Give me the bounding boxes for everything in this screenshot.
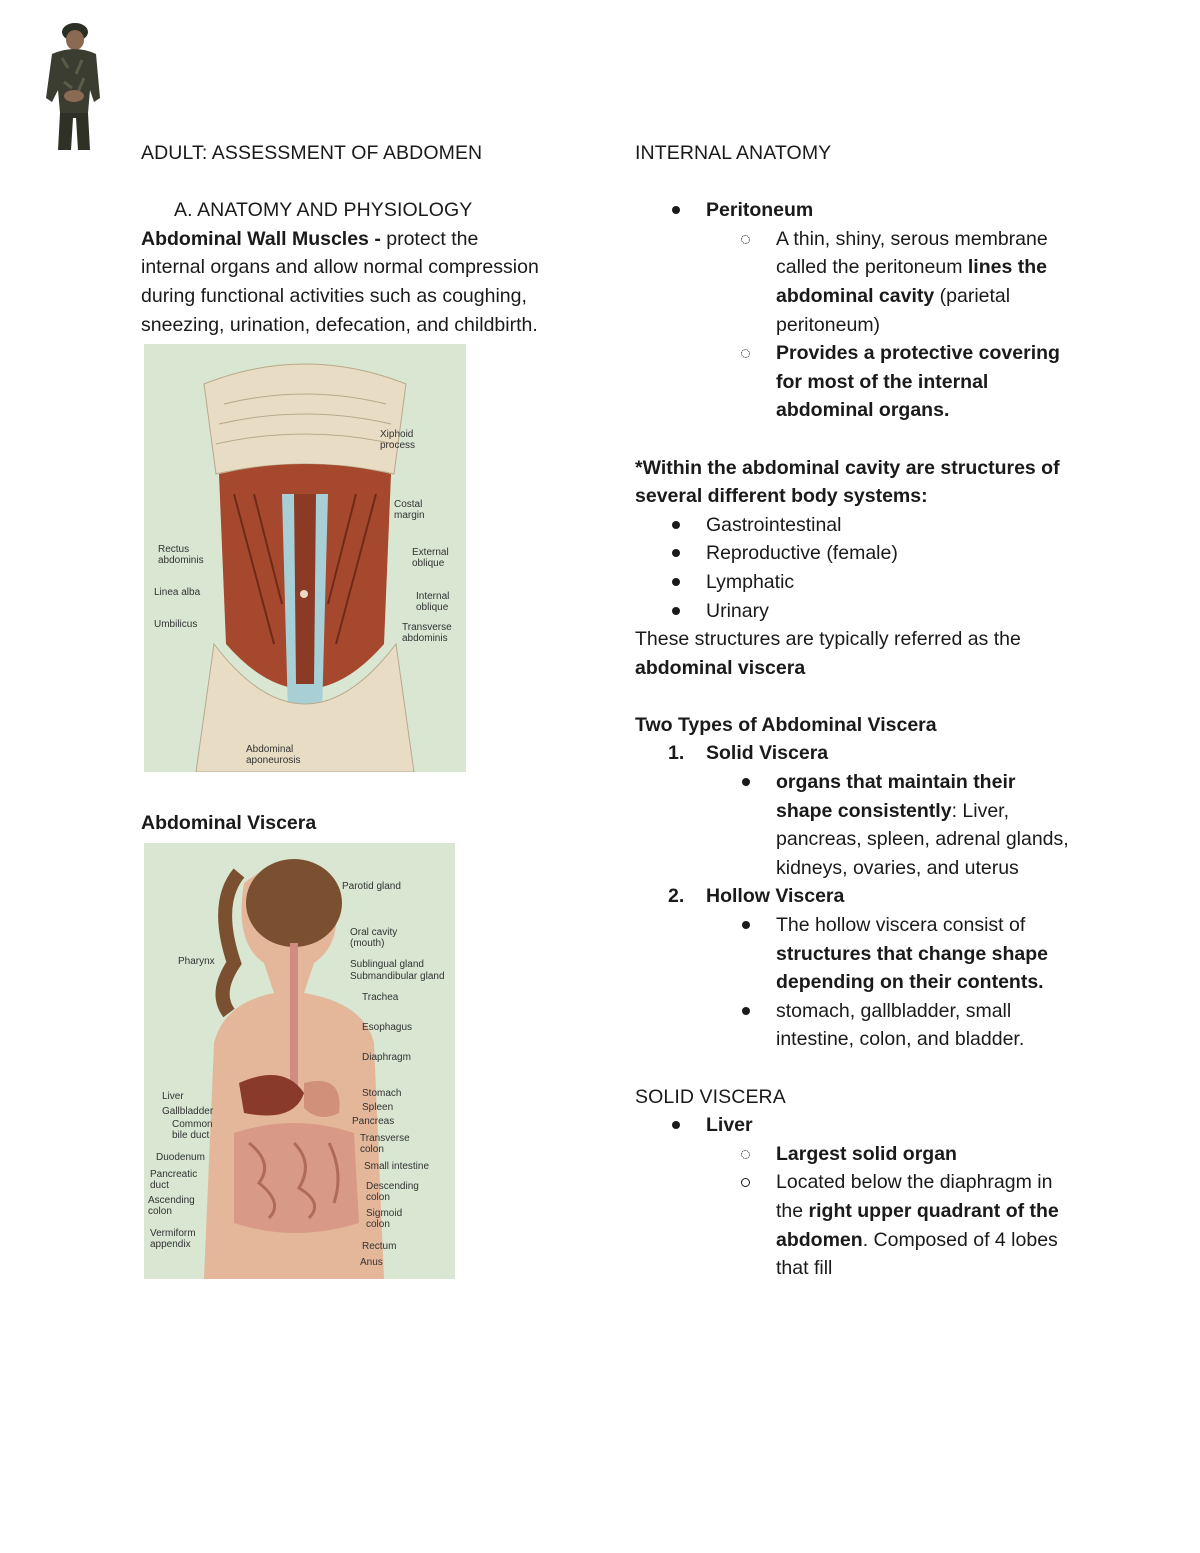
list-item: Gastrointestinal bbox=[635, 511, 1075, 540]
section-heading: A. ANATOMY AND PHYSIOLOGY bbox=[174, 199, 473, 222]
figure-label: Transverse abdominis bbox=[402, 622, 452, 645]
list-item: Located below the diaphragm in the right upper quadrant of the abdomen. Composed of 4 lobes that fill bbox=[635, 1168, 1075, 1282]
figure-label: Pancreatic duct bbox=[150, 1168, 198, 1191]
figure-label: Ascending colon bbox=[148, 1194, 195, 1217]
list-item: 1. Solid Viscera bbox=[668, 742, 829, 765]
figure-label: Trachea bbox=[362, 991, 399, 1003]
list-item: Peritoneum bbox=[635, 196, 1075, 225]
figure-label: Small intestine bbox=[364, 1160, 430, 1172]
list-item: The hollow viscera consist of structures that change shape depending on their contents. bbox=[635, 911, 1075, 997]
figure-label: Liver bbox=[162, 1090, 184, 1102]
within-text: *Within the abdominal cavity are structures of several different body systems: bbox=[635, 456, 1060, 508]
solid-viscera-heading: SOLID VISCERA bbox=[635, 1085, 786, 1108]
abdominal-muscles-figure bbox=[144, 344, 466, 772]
list-item: Provides a protective covering for most of the internal abdominal organs. bbox=[635, 339, 1075, 425]
figure-label: Rectus abdominis bbox=[158, 544, 204, 567]
figure-label: Sigmoid colon bbox=[366, 1207, 403, 1230]
list-item: organs that maintain their shape consistently: Liver, pancreas, spleen, adrenal glands, kidneys, ovaries, and uterus bbox=[635, 768, 1075, 882]
list-item: Urinary bbox=[635, 597, 1075, 626]
peritoneum-list bbox=[635, 196, 1075, 425]
liver-list bbox=[635, 1111, 1075, 1283]
internal-anatomy-heading: INTERNAL ANATOMY bbox=[635, 142, 832, 164]
figure-label: Duodenum bbox=[156, 1151, 205, 1163]
figure-label: Abdominal aponeurosis bbox=[246, 744, 301, 767]
figure-label: Costal margin bbox=[394, 499, 425, 522]
viscera-heading: Abdominal Viscera bbox=[141, 812, 317, 835]
list-item: Liver bbox=[635, 1111, 1075, 1140]
figure-label: Esophagus bbox=[362, 1021, 413, 1033]
figure-label: External oblique bbox=[412, 547, 449, 570]
list-item: Reproductive (female) bbox=[635, 539, 1075, 568]
figure-label: Submandibular gland bbox=[350, 970, 445, 982]
figure-label: Xiphoid process bbox=[380, 429, 416, 452]
figure-label: Transverse colon bbox=[360, 1132, 410, 1155]
figure-label: Parotid gland bbox=[342, 880, 401, 892]
figure-label: Descending colon bbox=[366, 1180, 419, 1203]
wall-muscles-label: Abdominal Wall Muscles - bbox=[141, 227, 387, 250]
right-column bbox=[635, 139, 1075, 1283]
viscera-note: These structures are typically referred as the abdominal viscera bbox=[635, 628, 1021, 679]
person-photo bbox=[38, 18, 106, 150]
two-types-heading: Two Types of Abdominal Viscera bbox=[635, 713, 937, 736]
viscera-types-list bbox=[635, 739, 1075, 1054]
figure-label: Common bile duct bbox=[172, 1118, 213, 1141]
list-item: A thin, shiny, serous membrane called the peritoneum lines the abdominal cavity (parietal peritoneum) bbox=[635, 225, 1075, 339]
figure-label: Pharynx bbox=[178, 955, 215, 967]
wall-muscles-paragraph bbox=[141, 225, 541, 339]
page-title: ADULT: ASSESSMENT OF ABDOMEN bbox=[141, 142, 483, 164]
figure-label: Sublingual gland bbox=[350, 958, 424, 970]
figure-label: Linea alba bbox=[154, 587, 201, 599]
figure-label: Umbilicus bbox=[154, 619, 198, 631]
wall-muscles-text: protect the internal organs and allow normal compression during functional activities such as coughing, sneezing, urination, defecation, and childbirth. bbox=[141, 227, 539, 336]
list-item: 2. Hollow Viscera bbox=[668, 885, 845, 908]
list-item: stomach, gallbladder, small intestine, colon, and bladder. bbox=[635, 997, 1075, 1054]
left-column bbox=[141, 139, 541, 1279]
systems-list bbox=[635, 511, 1075, 625]
figure-label: Anus bbox=[360, 1256, 383, 1268]
figure-label: Internal oblique bbox=[416, 591, 450, 614]
abdominal-viscera-figure bbox=[144, 843, 455, 1279]
figure-label: Diaphragm bbox=[362, 1051, 411, 1063]
figure-label: Pancreas bbox=[352, 1115, 395, 1127]
figure-label: Spleen bbox=[362, 1101, 394, 1113]
figure-label: Oral cavity (mouth) bbox=[350, 926, 398, 949]
figure-label: Gallbladder bbox=[162, 1105, 214, 1117]
list-item: Lymphatic bbox=[635, 568, 1075, 597]
figure-label: Rectum bbox=[362, 1240, 397, 1252]
figure-label: Vermiform appendix bbox=[150, 1227, 196, 1250]
figure-label: Stomach bbox=[362, 1087, 402, 1099]
list-item: Largest solid organ bbox=[635, 1140, 1075, 1169]
